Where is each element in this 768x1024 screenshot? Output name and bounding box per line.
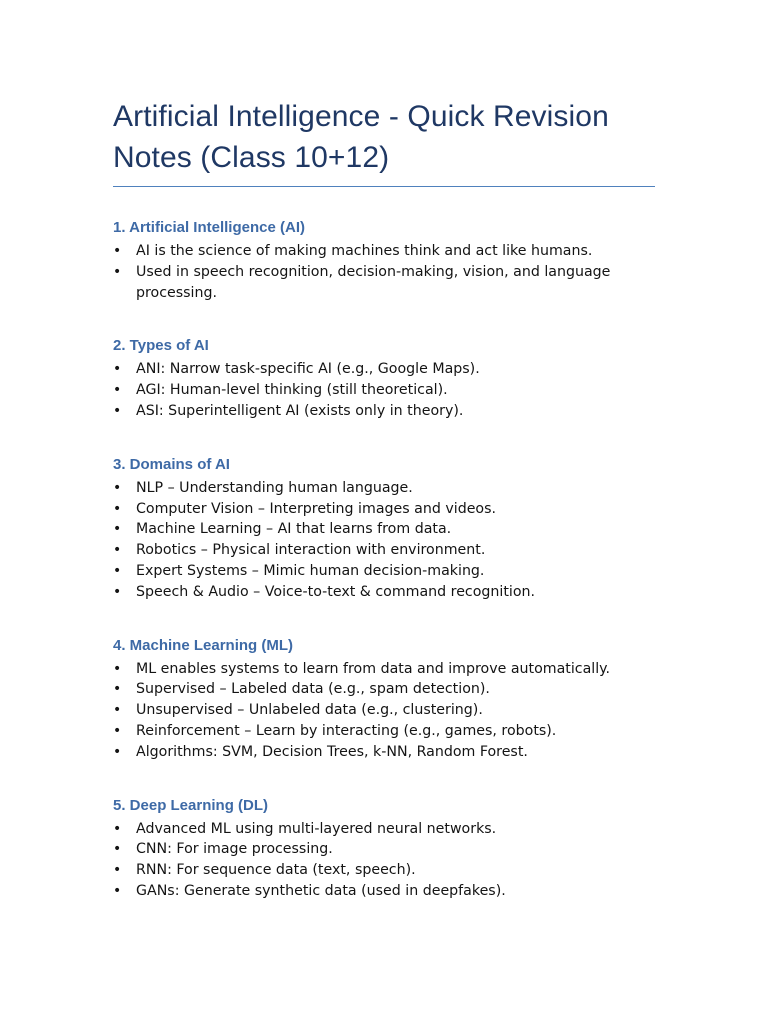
- section-heading: 3. Domains of AI: [113, 455, 230, 473]
- list-item: [113, 359, 658, 380]
- list-item-text: ANI: Narrow task-specific AI (e.g., Google Maps).: [136, 361, 480, 378]
- list-item-text: Used in speech recognition, decision-making, vision, and language processing.: [136, 263, 611, 301]
- bullet-list: [113, 241, 658, 303]
- list-item-text: Speech & Audio – Voice-to-text & command recognition.: [136, 583, 536, 600]
- list-item-text: RNN: For sequence data (text, speech).: [136, 862, 416, 879]
- list-item: [113, 519, 658, 540]
- list-item: [113, 721, 658, 742]
- bullet-icon: •: [113, 500, 122, 517]
- list-item-text: CNN: For image processing.: [136, 841, 333, 858]
- document-page: [113, 0, 658, 902]
- bullet-icon: •: [113, 542, 122, 559]
- list-item: [113, 860, 658, 881]
- section-machine-learning: [113, 636, 658, 763]
- list-item-text: GANs: Generate synthetic data (used in deepfakes).: [136, 882, 506, 899]
- section-artificial-intelligence: [113, 218, 658, 303]
- bullet-icon: •: [113, 361, 122, 378]
- list-item: [113, 241, 658, 262]
- list-item-text: Robotics – Physical interaction with environment.: [136, 542, 486, 559]
- list-item-text: Computer Vision – Interpreting images and videos.: [136, 500, 497, 517]
- list-item-text: Expert Systems – Mimic human decision-making.: [136, 562, 485, 579]
- list-item: [113, 659, 658, 680]
- bullet-list: [113, 478, 658, 603]
- list-item: [113, 401, 658, 422]
- bullet-icon: •: [113, 263, 122, 280]
- list-item-text: Reinforcement – Learn by interacting (e.g., games, robots).: [136, 722, 557, 739]
- list-item-text: Supervised – Labeled data (e.g., spam detection).: [136, 681, 490, 698]
- list-item: [113, 380, 658, 401]
- list-item-text: Machine Learning – AI that learns from data.: [136, 521, 452, 538]
- bullet-icon: •: [113, 243, 122, 259]
- bullet-icon: •: [113, 521, 122, 538]
- section-heading: 4. Machine Learning (ML): [113, 636, 294, 654]
- list-item-text: ASI: Superintelligent AI (exists only in theory).: [136, 402, 464, 419]
- bullet-icon: •: [113, 583, 122, 600]
- bullet-icon: •: [113, 402, 122, 419]
- bullet-icon: •: [113, 841, 122, 858]
- list-item-text: Unsupervised – Unlabeled data (e.g., clustering).: [136, 702, 483, 719]
- bullet-icon: •: [113, 862, 122, 879]
- list-item-text: Advanced ML using multi-layered neural networks.: [136, 820, 497, 837]
- list-item: [113, 839, 658, 860]
- section-deep-learning: [113, 796, 658, 902]
- list-item: [113, 742, 658, 763]
- bullet-icon: •: [113, 479, 122, 496]
- list-item-text: NLP – Understanding human language.: [136, 479, 413, 496]
- list-item: [113, 881, 658, 902]
- list-item: [113, 700, 658, 721]
- list-item-text: Algorithms: SVM, Decision Trees, k-NN, Random Forest.: [136, 743, 528, 760]
- bullet-icon: •: [113, 722, 122, 739]
- document-title: Artificial Intelligence - Quick Revision Notes (Class 10+12): [113, 100, 609, 174]
- bullet-list: [113, 819, 658, 902]
- bullet-icon: •: [113, 660, 122, 677]
- title-underline: [113, 186, 655, 187]
- list-item-text: ML enables systems to learn from data and improve automatically.: [136, 660, 611, 677]
- section-heading: 1. Artificial Intelligence (AI): [113, 219, 305, 236]
- list-item: [113, 582, 658, 603]
- bullet-list: [113, 659, 658, 763]
- list-item-text: AGI: Human-level thinking (still theoretical).: [136, 382, 448, 399]
- bullet-icon: •: [113, 743, 122, 760]
- bullet-icon: •: [113, 820, 122, 837]
- list-item: [113, 679, 658, 700]
- list-item: [113, 819, 658, 840]
- bullet-icon: •: [113, 702, 122, 719]
- section-heading: 2. Types of AI: [113, 337, 209, 355]
- bullet-icon: •: [113, 562, 122, 579]
- list-item: [113, 561, 658, 582]
- list-item: [113, 478, 658, 499]
- bullet-icon: •: [113, 882, 122, 899]
- section-domains-of-ai: [113, 455, 658, 603]
- bullet-list: [113, 359, 658, 421]
- list-item: [113, 499, 658, 520]
- bullet-icon: •: [113, 681, 122, 698]
- list-item: [113, 540, 658, 561]
- list-item-text: AI is the science of making machines think and act like humans.: [136, 243, 593, 259]
- section-types-of-ai: [113, 336, 658, 421]
- list-item: [113, 262, 658, 304]
- section-heading: 5. Deep Learning (DL): [113, 796, 269, 814]
- bullet-icon: •: [113, 382, 122, 399]
